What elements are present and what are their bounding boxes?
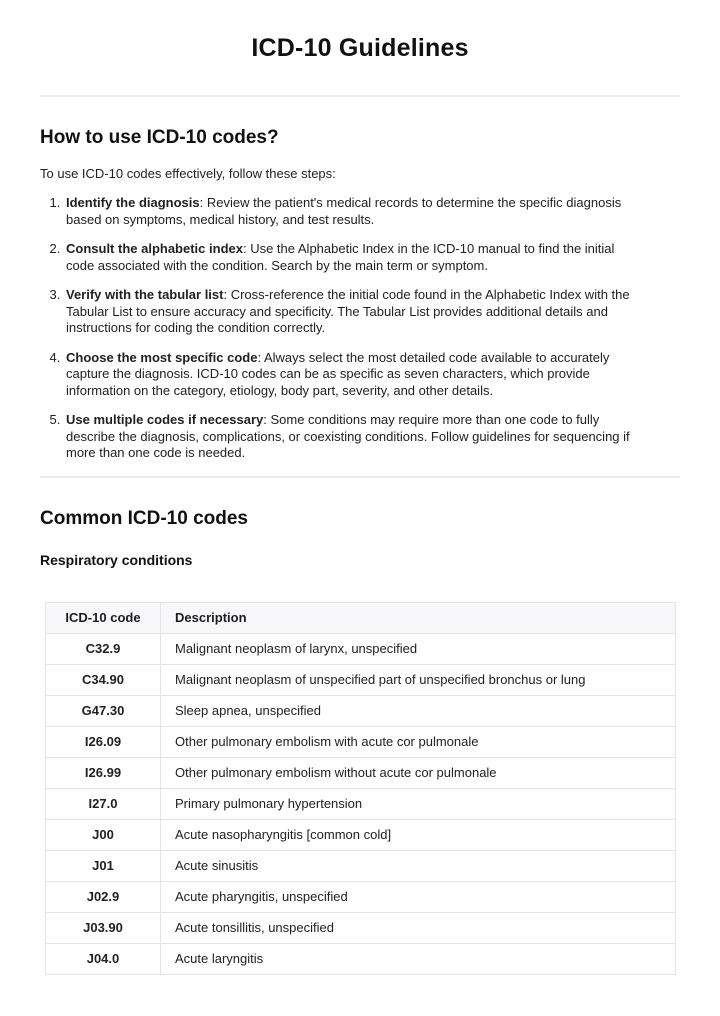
code-cell: I26.99: [46, 757, 161, 788]
table-row: [46, 819, 676, 850]
description-cell: Acute tonsillitis, unspecified: [161, 912, 676, 943]
code-cell: J03.90: [46, 912, 161, 943]
step-term: Identify the diagnosis: [66, 195, 200, 210]
code-cell: J04.0: [46, 943, 161, 974]
step-text: : Cross-reference the initial code found in the Alphabetic Index with the Tabular List to ensure accuracy and specificity. The Tabular List provides additional details and instructions for coding the condition correctly.: [66, 287, 630, 335]
step-text: : Always select the most detailed code available to accurately capture the diagnosis. ICD-10 codes can be as specific as seven characters, which provide information on the category, etiology, body part, severity, and other details.: [66, 349, 610, 398]
table-row: [46, 695, 676, 726]
table-row: [46, 726, 676, 757]
code-cell: C32.9: [46, 633, 161, 664]
table-row: [46, 664, 676, 695]
code-cell: J02.9: [46, 881, 161, 912]
code-cell: C34.90: [46, 664, 161, 695]
code-cell: I27.0: [46, 788, 161, 819]
icd10-codes-table: [45, 602, 676, 975]
divider: [40, 476, 680, 478]
table-row: [46, 757, 676, 788]
description-cell: Acute nasopharyngitis [common cold]: [161, 819, 676, 850]
how-to-steps-list: [40, 195, 656, 462]
step-item: [64, 350, 656, 400]
step-text: : Review the patient's medical records to determine the specific diagnosis based on symptoms, medical history, and test results.: [66, 195, 622, 227]
description-cell: Malignant neoplasm of larynx, unspecified: [161, 633, 676, 664]
step-item: [64, 195, 656, 228]
table-row: [46, 788, 676, 819]
col-header-code: ICD-10 code: [46, 602, 161, 633]
table-row: [46, 943, 676, 974]
code-cell: J00: [46, 819, 161, 850]
code-cell: I26.09: [46, 726, 161, 757]
description-cell: Acute sinusitis: [161, 850, 676, 881]
description-cell: Primary pulmonary hypertension: [161, 788, 676, 819]
table-row: [46, 850, 676, 881]
step-term: Choose the most specific code: [66, 349, 258, 365]
table-header-row: [46, 602, 676, 633]
description-cell: Sleep apnea, unspecified: [161, 695, 676, 726]
code-cell: J01: [46, 850, 161, 881]
description-cell: Other pulmonary embolism with acute cor pulmonale: [161, 726, 676, 757]
description-cell: Malignant neoplasm of unspecified part of unspecified bronchus or lung: [161, 664, 676, 695]
common-codes-heading: Common ICD-10 codes: [40, 507, 248, 529]
step-item: [64, 412, 656, 462]
document-title: ICD-10 Guidelines: [251, 34, 469, 62]
step-term: Consult the alphabetic index: [66, 241, 243, 256]
description-cell: Acute pharyngitis, unspecified: [161, 881, 676, 912]
how-to-intro: To use ICD-10 codes effectively, follow these steps:: [40, 166, 336, 181]
step-text: : Some conditions may require more than one code to fully describe the diagnosis, complications, or coexisting conditions. Follow guidelines for sequencing if more than one code is needed.: [66, 412, 630, 460]
step-term: Verify with the tabular list: [66, 287, 224, 302]
respiratory-conditions-subheading: Respiratory conditions: [40, 551, 193, 568]
step-text: : Use the Alphabetic Index in the ICD-10 manual to find the initial code associated with the condition. Search by the main term or symptom.: [66, 241, 615, 273]
step-term: Use multiple codes if necessary: [66, 412, 264, 427]
table-row: [46, 881, 676, 912]
step-item: [64, 287, 656, 337]
step-item: [64, 241, 656, 274]
divider: [40, 95, 680, 97]
description-cell: Acute laryngitis: [161, 943, 676, 974]
table-row: [46, 633, 676, 664]
description-cell: Other pulmonary embolism without acute cor pulmonale: [161, 757, 676, 788]
col-header-description: Description: [161, 602, 676, 633]
table-row: [46, 912, 676, 943]
code-cell: G47.30: [46, 695, 161, 726]
how-to-heading: How to use ICD-10 codes?: [40, 127, 279, 148]
